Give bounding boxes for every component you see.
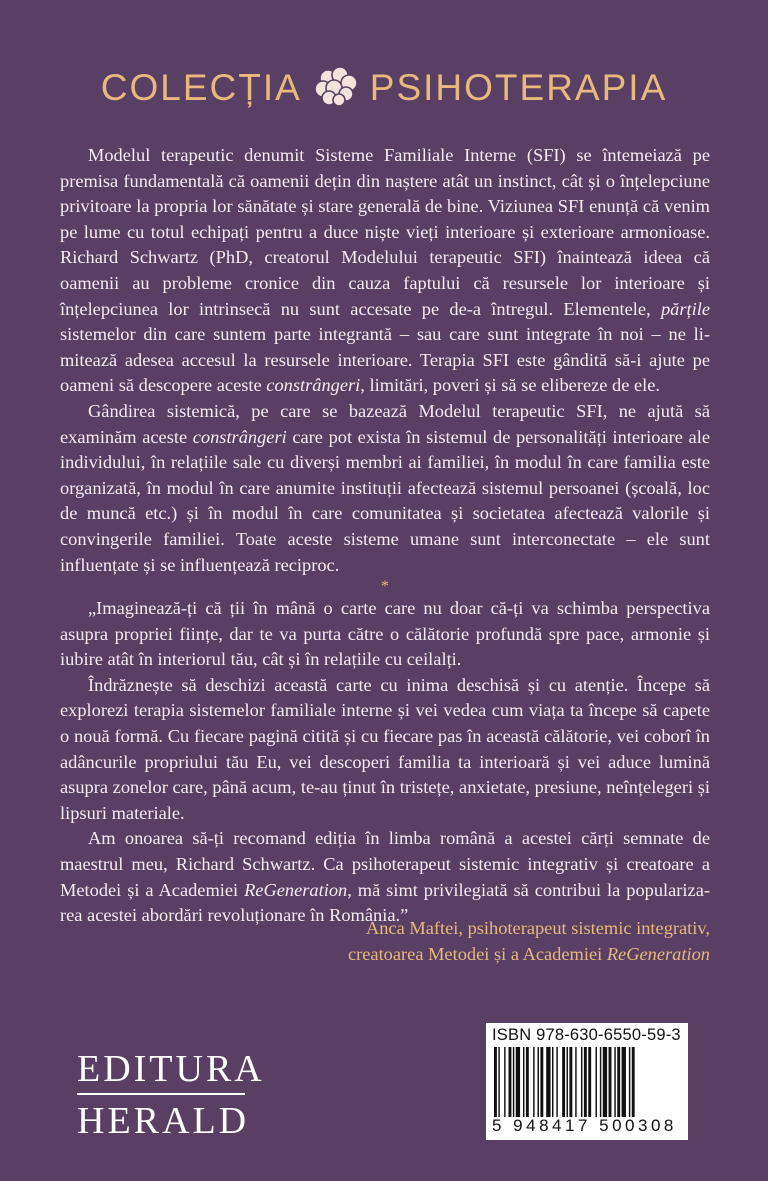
publisher-line-2: HERALD	[77, 1100, 250, 1142]
text-run: sistemelor din care suntem parte integrantă – sau care sunt integrate în noi – ne limitează adesea accesul la resursele interioare. Terapia SFI este gândită să-i ajute pe oameni să descopere aceste	[60, 324, 710, 396]
italic-run: ReGeneration	[244, 879, 348, 900]
italic-run: constrângeri	[192, 426, 287, 447]
barcode-bar	[617, 1047, 620, 1117]
brain-icon	[312, 64, 360, 112]
text-run: Modelul terapeutic denumit Sisteme Familiale Interne (SFI) se întemeiază pe premisa fundamentală că oamenii dețin din naștere atât un instinct, cât și o înțelepciune privitoare la propria lor sănătate și stare generală de bine. Viziunea SFI enunță că venim pe lume cu totul echipați pentru a duce niște vieți interioare și exterioare armonioase. Richard Schwartz (PhD, creatorul Modelului terapeutic SFI) înaintează ideea că oamenii au probleme cronice din cauza faptului că resursele lor interioare și înțelepciunea lor intrinsecă nu sunt accesate pe de-a întregul. Elementele,	[60, 145, 710, 319]
barcode-bar	[533, 1047, 534, 1117]
barcode-bar	[603, 1047, 607, 1117]
barcode-bar	[609, 1047, 612, 1117]
publisher-logo	[77, 1047, 265, 1143]
text-run: Gândirea sistemică, pe care se bazează Modelul terapeutic SFI, ne ajută să examinăm aceste	[60, 400, 710, 447]
signature-line-1: Anca Maftei, psihoterapeut sistemic integrativ,	[365, 918, 710, 938]
barcode-bar	[494, 1047, 497, 1117]
text-run: , mă simt privilegiată să contribui la popularizarea acestei abordări revoluționare în România.”	[60, 879, 710, 926]
quote-paragraph-2: Îndrăznește să deschizi această carte cu inima deschisă și cu atenție. Începe să explorezi terapia sistemelor familiale interne și vei vedea cum viața ta începe să capete o nouă formă. Cu fiecare pagină citită și cu fiecare pas în această călătorie, vei coborî în adâncurile propriului tău Eu, vei descoperi familia ta interioară și vei aduce lumină asupra zonelor care, până acum, te-au ținut în tristețe, anxietate, presiune, neînțelegeri și lipsuri materiale.	[60, 674, 710, 823]
barcode-bar	[581, 1047, 582, 1117]
barcode-bar	[614, 1047, 615, 1117]
text-run: care pot exista în sistemul de personalități interioare ale individului, în relațiile sale cu diverși membri ai familiei, în modul în care familia este organizată, în modul în care anumite instituții afectează sistemul persoanei (școală, loc de muncă etc.) și în modul în care comunitatea și societatea afectează valorile și convingerile familiei. Toate aceste sisteme umane sunt interconectate – ele sunt influențate și se influențează reciproc.	[60, 426, 710, 575]
barcode-bar	[632, 1047, 635, 1117]
systems-paragraph	[60, 399, 710, 578]
barcode-bar	[513, 1047, 514, 1117]
italic-run: părțile	[660, 298, 710, 319]
text-run: , limitări, poveri și să se elibereze de ele.	[360, 375, 661, 396]
section-separator: *	[381, 578, 389, 596]
barcode-bar	[504, 1047, 505, 1117]
italic-run: ReGeneration	[606, 943, 710, 964]
barcode-bar	[600, 1047, 601, 1117]
isbn-text: ISBN 978-630-6550-59-3	[492, 1026, 681, 1044]
barcode-bar	[629, 1047, 630, 1117]
signature-line-2	[110, 942, 710, 968]
barcode-number: 5 948417 500308	[492, 1116, 677, 1135]
barcode-bar	[584, 1047, 587, 1117]
barcode-bar	[575, 1047, 576, 1117]
text-run: Am onoarea să-ți recomand ediția în limba română a acestei cărți semnate de maestrul meu, Richard Schwartz. Ca psihoterapeut sistemic integrativ și creatoare a Metodei și a Academiei	[60, 828, 710, 900]
barcode-label	[486, 1023, 688, 1140]
barcode-bar	[567, 1047, 568, 1117]
barcode-bar	[569, 1047, 572, 1117]
barcode-bar	[523, 1047, 524, 1117]
barcode-bar	[552, 1047, 553, 1117]
italic-run: constrângeri	[266, 375, 361, 396]
barcode-bar	[562, 1047, 565, 1117]
quote-signature	[110, 916, 710, 967]
barcode-bar	[538, 1047, 539, 1117]
barcode-bar	[509, 1047, 512, 1117]
barcode-bar	[498, 1047, 499, 1117]
quote-paragraph-3	[60, 826, 710, 928]
barcode-bar	[622, 1047, 626, 1117]
publisher-divider	[77, 1093, 245, 1095]
series-name-right: PSIHOTERAPIA	[369, 67, 668, 108]
back-cover-text	[60, 143, 710, 929]
barcode-bar	[516, 1047, 520, 1117]
intro-paragraph	[60, 143, 710, 399]
barcode-bars	[494, 1047, 680, 1117]
barcode-bar	[588, 1047, 591, 1117]
publisher-line-1: EDITURA	[77, 1048, 265, 1090]
barcode-bar	[540, 1047, 543, 1117]
barcode-bar	[596, 1047, 597, 1117]
text-run: creatoarea Metodei și a Academiei	[347, 943, 607, 964]
series-name-left: COLECȚIA	[100, 67, 302, 108]
barcode-bar	[526, 1047, 529, 1117]
series-header	[0, 64, 768, 112]
quote-paragraph-1: „Imaginează-ți că ții în mână o carte care nu doar că-ți va schimba perspectiva asupra propriei ființe, dar te va purta către o călătorie profundă spre pace, armonie și iubire atât în interiorul tău, cât și în relațiile cu ceilalți.	[60, 598, 710, 670]
barcode-bar	[546, 1047, 550, 1117]
barcode-bar	[556, 1047, 557, 1117]
